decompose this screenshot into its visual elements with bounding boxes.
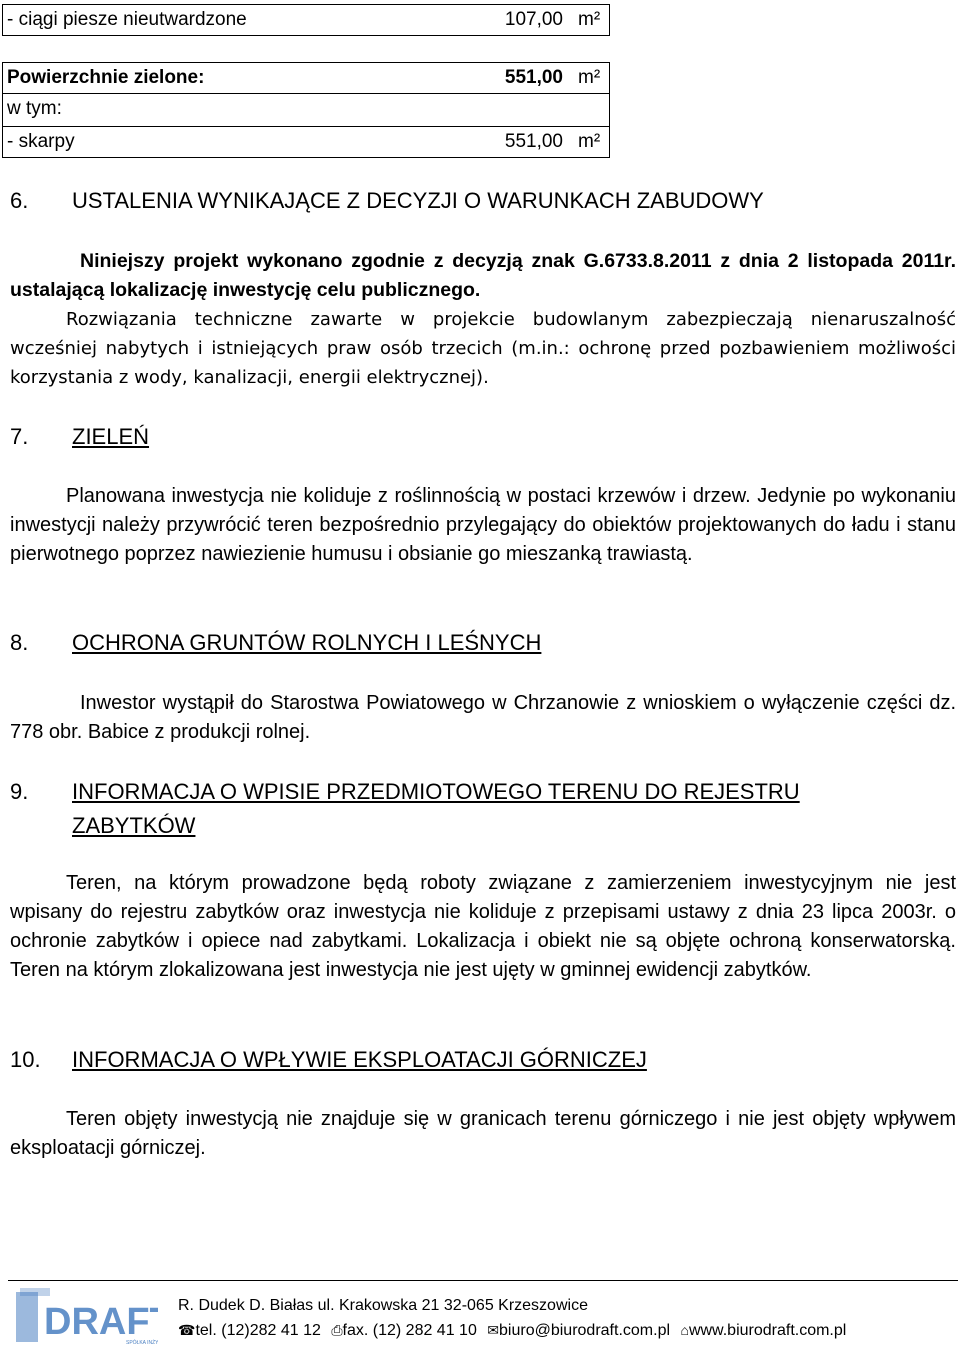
- section-6-paragraph-1: Niniejszy projekt wykonano zgodnie z decyzją znak G.6733.8.2011 z dnia 2 listopada 2011r. ustalającą lokalizację inwestycję celu publicznego.: [10, 250, 956, 301]
- phone-icon: ☎: [178, 1322, 196, 1338]
- area-table-green: [2, 62, 610, 158]
- section-title: INFORMACJA O WPŁYWIE EKSPLOATACJI GÓRNICZEJ: [72, 1047, 647, 1072]
- footer-address: R. Dudek D. Białas ul. Krakowska 21 32-065 Krzeszowice: [178, 1297, 588, 1314]
- draft-logo-graphic: [16, 1286, 158, 1346]
- section-title: USTALENIA WYNIKAJĄCE Z DECYZJI O WARUNKACH ZABUDOWY: [72, 188, 764, 213]
- row-value: 107,00: [504, 9, 563, 30]
- email-icon: ✉: [487, 1322, 500, 1338]
- table-row: [3, 126, 609, 157]
- section-title: OCHRONA GRUNTÓW ROLNYCH I LEŚNYCH: [72, 630, 542, 655]
- section-10-paragraph: Teren objęty inwestycją nie znajduje się w granicach terenu górniczego i nie jest objęty wpływem eksploatacji górniczej.: [10, 1108, 956, 1159]
- section-10-heading: [10, 1045, 647, 1075]
- footer-contacts: [178, 1322, 846, 1340]
- fax-icon: ⎙: [331, 1322, 343, 1338]
- svg-text:SPÓŁKA INŻYNIERSKA: SPÓŁKA INŻY: [126, 1340, 158, 1346]
- section-number: 7.: [10, 424, 29, 449]
- section-7-paragraph: Planowana inwestycja nie koliduje z roślinnością w postaci krzewów i drzew. Jedynie po wykonaniu inwestycji należy przywrócić teren bezpośrednio przylegający do obiektów projektowanych do ładu i stanu pierwotnego poprzez nawiezienie humusu i obsianie go mieszanką trawiastą.: [10, 485, 956, 565]
- section-title: INFORMACJA O WPISIE PRZEDMIOTOWEGO TERENU DO REJESTRU: [72, 779, 800, 804]
- footer-web: www.biurodraft.com.pl: [688, 1322, 847, 1339]
- row-label: - skarpy: [7, 131, 75, 152]
- row-label: - ciągi piesze nieutwardzone: [7, 9, 247, 30]
- section-title: ZABYTKÓW: [72, 813, 196, 838]
- row-unit: m²: [578, 9, 601, 30]
- area-table-paths: [2, 4, 610, 36]
- section-9-heading: [10, 777, 800, 807]
- row-unit: m²: [578, 131, 601, 152]
- section-6-paragraph-2: Rozwiązania techniczne zawarte w projekcie budowlanym zabezpieczają nienaruszalność wcześniej nabytych i istniejących praw osób trzecich (m.in.: ochronę przed pozbawieniem możliwości korzystania z wody, kanalizacji, energii elektrycznej).: [10, 309, 956, 388]
- section-8-paragraph: Inwestor wystąpił do Starostwa Powiatowego w Chrzanowie z wnioskiem o wyłączenie części dz. 778 obr. Babice z produkcji rolnej.: [10, 692, 956, 743]
- section-title: ZIELEŃ: [72, 424, 150, 449]
- footer-email: biuro@biurodraft.com.pl: [499, 1322, 671, 1339]
- footer-phone: tel. (12)282 41 12: [195, 1322, 321, 1339]
- footer-fax: fax. (12) 282 41 10: [342, 1322, 477, 1339]
- section-number: 6.: [10, 188, 29, 213]
- svg-text:DRAFT: DRAF: [44, 1301, 150, 1343]
- row-value: 551,00: [504, 131, 563, 152]
- section-6-heading: [10, 186, 764, 216]
- company-logo: [16, 1286, 158, 1346]
- section-number: 10.: [10, 1047, 41, 1072]
- row-value: 551,00: [504, 67, 563, 88]
- section-9-heading-line-2: [72, 811, 195, 841]
- section-8-heading: [10, 628, 541, 658]
- table-row: [3, 5, 609, 35]
- row-label: Powierzchnie zielone:: [7, 67, 205, 88]
- table-row: [3, 63, 609, 93]
- row-unit: m²: [578, 67, 601, 88]
- section-9-paragraph: Teren, na którym prowadzone będą roboty związane z zamierzeniem inwestycyjnym nie jest wpisany do rejestru zabytków oraz inwestycja nie koliduje z przepisami ustawy z dnia 23 lipca 2003r. o ochronie zabytków i opiece nad zabytkami. Lokalizacja i obiekt nie są objęte ochroną konserwatorską. Teren na którym zlokalizowana jest inwestycja nie jest ujęty w gminnej ewidencji zabytków.: [10, 872, 956, 981]
- section-number: 8.: [10, 630, 29, 655]
- section-number: 9.: [10, 779, 29, 804]
- table-row: [3, 93, 609, 126]
- section-7-heading: [10, 422, 149, 452]
- row-label: w tym:: [7, 98, 62, 119]
- footer-divider: [8, 1280, 958, 1281]
- web-icon: ⌂: [680, 1322, 689, 1338]
